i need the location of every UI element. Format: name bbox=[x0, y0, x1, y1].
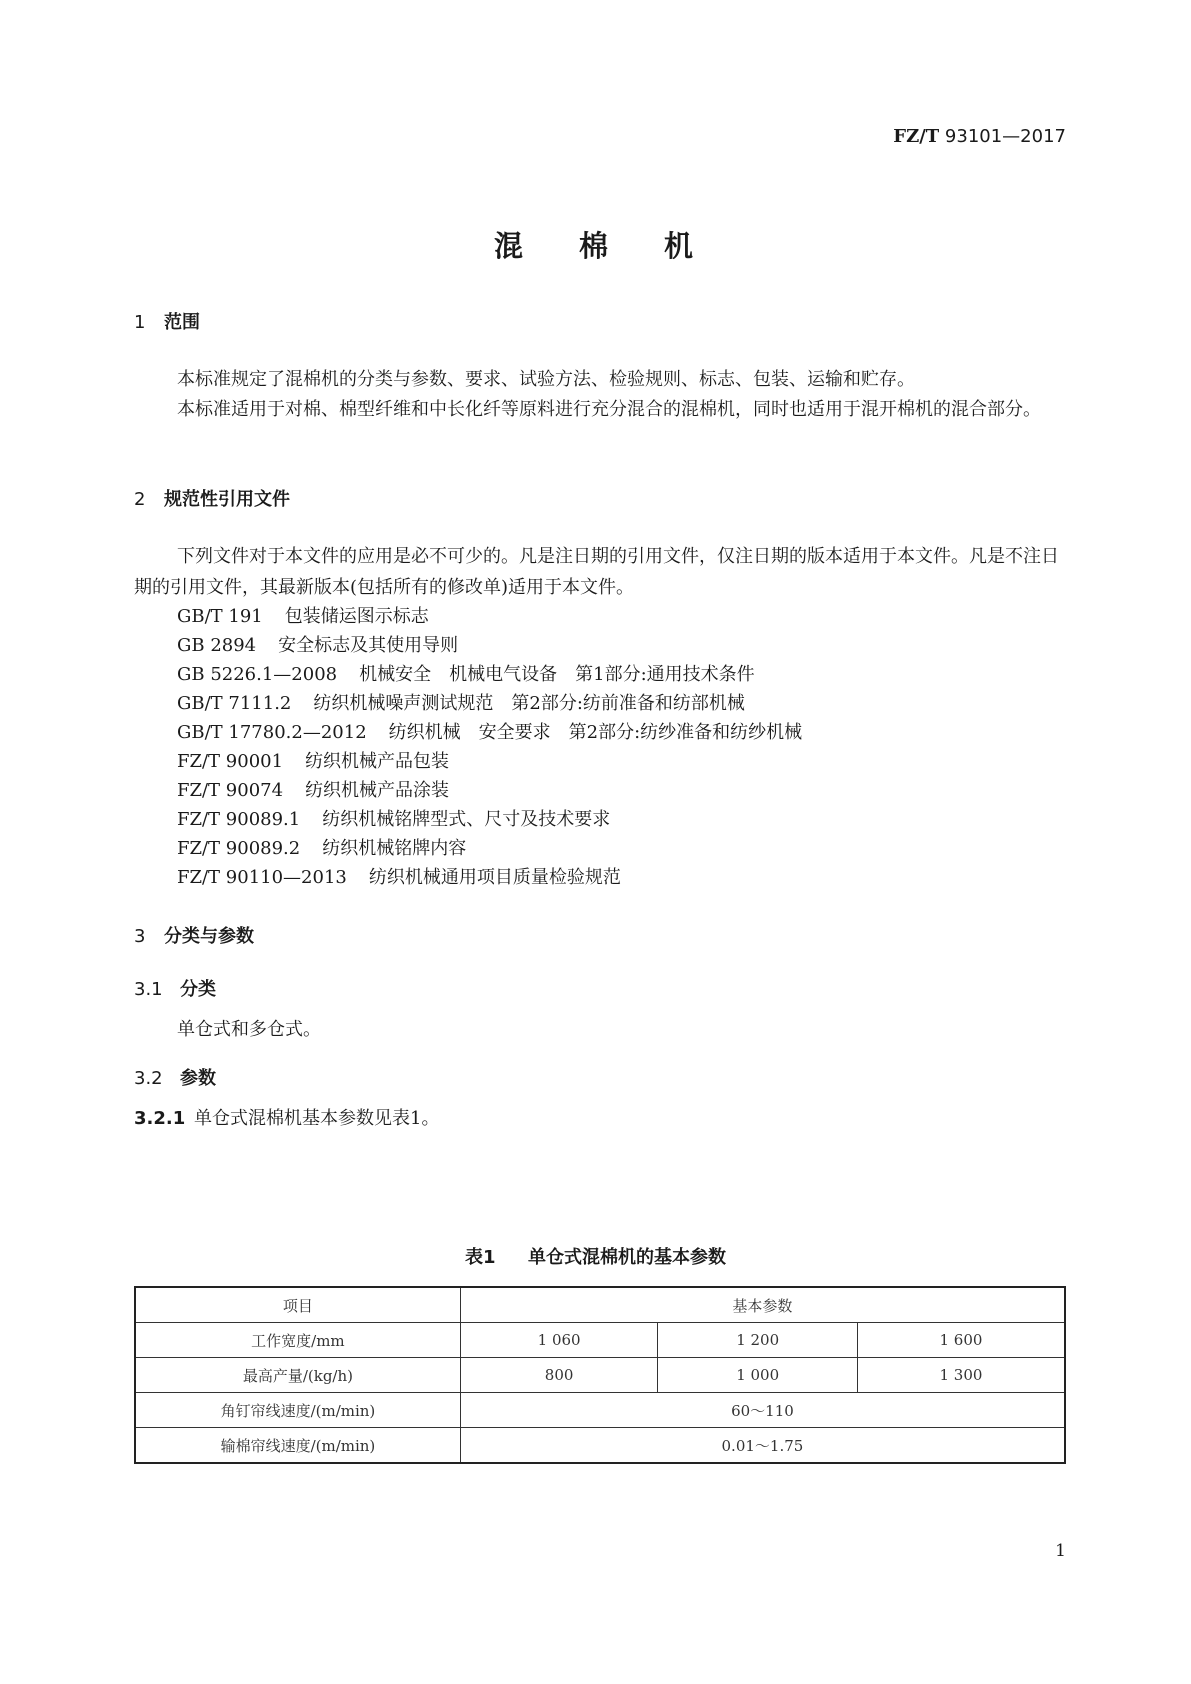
section-title: 参数 bbox=[180, 1068, 216, 1089]
reference-code: FZ/T 90110—2013 bbox=[177, 867, 347, 888]
reference-code: FZ/T 90074 bbox=[177, 780, 284, 801]
reference-item bbox=[177, 776, 449, 802]
reference-title: 纺织机械铭牌内容 bbox=[322, 838, 467, 859]
section-title: 分类 bbox=[180, 979, 216, 1000]
table-caption-text: 单仓式混棉机的基本参数 bbox=[528, 1247, 727, 1268]
row-label: 最高产量/(kg/h) bbox=[135, 1358, 460, 1393]
table-cell: 0.01～1.75 bbox=[460, 1428, 1065, 1464]
table-row bbox=[135, 1428, 1065, 1464]
section-2-heading bbox=[134, 485, 290, 511]
section-1-paragraph-1 bbox=[134, 364, 1066, 395]
reference-item bbox=[177, 834, 466, 860]
table-header-cell: 基本参数 bbox=[460, 1287, 1065, 1323]
section-title: 分类与参数 bbox=[164, 926, 254, 947]
row-label: 输棉帘线速度/(m/min) bbox=[135, 1428, 460, 1464]
section-number: 2 bbox=[134, 489, 146, 510]
reference-code: GB/T 7111.2 bbox=[177, 693, 292, 714]
table-cell: 60～110 bbox=[460, 1393, 1065, 1428]
reference-title: 机械安全 机械电气设备 第1部分:通用技术条件 bbox=[359, 664, 755, 685]
title-char: 棉 bbox=[578, 229, 612, 263]
standard-code-number: 93101—2017 bbox=[944, 126, 1066, 147]
reference-item bbox=[177, 718, 802, 744]
section-3-1-heading bbox=[134, 975, 216, 1001]
title-char: 机 bbox=[664, 229, 698, 263]
reference-title: 安全标志及其使用导则 bbox=[278, 635, 459, 656]
section-1-paragraph-2 bbox=[134, 394, 1066, 425]
table-cell: 1 600 bbox=[857, 1323, 1065, 1358]
standard-code-prefix: FZ/T bbox=[893, 126, 940, 147]
section-2-intro bbox=[134, 541, 1066, 603]
document-title bbox=[0, 224, 1191, 265]
reference-title: 纺织机械噪声测试规范 第2部分:纺前准备和纺部机械 bbox=[313, 693, 745, 714]
reference-title: 纺织机械 安全要求 第2部分:纺纱准备和纺纱机械 bbox=[388, 722, 803, 743]
table-row bbox=[135, 1358, 1065, 1393]
paragraph-text: 单仓式和多仓式。 bbox=[177, 1019, 321, 1040]
standard-code bbox=[700, 126, 1066, 147]
section-3-1-text bbox=[134, 1014, 1066, 1045]
reference-item bbox=[177, 631, 458, 657]
table-header-row bbox=[135, 1287, 1065, 1323]
table-cell: 1 200 bbox=[658, 1323, 858, 1358]
table-cell: 1 000 bbox=[658, 1358, 858, 1393]
reference-item bbox=[177, 805, 610, 831]
table-cell: 1 300 bbox=[857, 1358, 1065, 1393]
reference-code: GB 2894 bbox=[177, 635, 257, 656]
section-number: 3 bbox=[134, 926, 146, 947]
table-1-caption bbox=[0, 1243, 1191, 1269]
reference-code: FZ/T 90089.2 bbox=[177, 838, 301, 859]
title-char: 混 bbox=[493, 229, 527, 263]
reference-code: FZ/T 90001 bbox=[177, 751, 284, 772]
reference-title: 纺织机械产品包装 bbox=[305, 751, 450, 772]
section-1-heading bbox=[134, 308, 200, 334]
reference-item bbox=[177, 747, 449, 773]
paragraph-text: 本标准规定了混棉机的分类与参数、要求、试验方法、检验规则、标志、包装、运输和贮存。 bbox=[177, 369, 915, 390]
reference-item bbox=[177, 863, 621, 889]
section-3-2-1 bbox=[134, 1103, 1066, 1134]
reference-item bbox=[177, 689, 745, 715]
reference-title: 纺织机械铭牌型式、尺寸及技术要求 bbox=[322, 809, 611, 830]
page-number: 1 bbox=[1055, 1541, 1066, 1561]
section-3-2-heading bbox=[134, 1064, 216, 1090]
section-number: 1 bbox=[134, 312, 146, 333]
reference-title: 包装储运图示标志 bbox=[284, 606, 429, 627]
row-label: 角钉帘线速度/(m/min) bbox=[135, 1393, 460, 1428]
reference-code: GB 5226.1—2008 bbox=[177, 664, 338, 685]
table-row bbox=[135, 1323, 1065, 1358]
reference-item bbox=[177, 660, 755, 686]
section-title: 规范性引用文件 bbox=[164, 489, 290, 510]
paragraph-text: 单仓式混棉机基本参数见表1。 bbox=[194, 1108, 440, 1129]
table-caption-number: 表1 bbox=[464, 1247, 496, 1268]
parameters-table bbox=[134, 1286, 1066, 1464]
reference-title: 纺织机械产品涂装 bbox=[305, 780, 450, 801]
reference-code: GB/T 191 bbox=[177, 606, 263, 627]
reference-item bbox=[177, 602, 429, 628]
reference-code: FZ/T 90089.1 bbox=[177, 809, 301, 830]
paragraph-text: 下列文件对于本文件的应用是必不可少的。凡是注日期的引用文件，仅注日期的版本适用于本文件。凡是不注日期的引用文件，其最新版本(包括所有的修改单)适用于本文件。 bbox=[134, 546, 1059, 598]
table-row bbox=[135, 1393, 1065, 1428]
table-cell: 1 060 bbox=[460, 1323, 658, 1358]
table-cell: 800 bbox=[460, 1358, 658, 1393]
section-number: 3.2.1 bbox=[134, 1108, 186, 1129]
section-number: 3.1 bbox=[134, 979, 163, 1000]
section-3-heading bbox=[134, 922, 254, 948]
table-header-cell: 项目 bbox=[135, 1287, 460, 1323]
section-number: 3.2 bbox=[134, 1068, 163, 1089]
reference-title: 纺织机械通用项目质量检验规范 bbox=[368, 867, 621, 888]
paragraph-text: 本标准适用于对棉、棉型纤维和中长化纤等原料进行充分混合的混棉机，同时也适用于混开棉机的混合部分。 bbox=[177, 399, 1041, 420]
reference-code: GB/T 17780.2—2012 bbox=[177, 722, 367, 743]
section-title: 范围 bbox=[164, 312, 200, 333]
row-label: 工作宽度/mm bbox=[135, 1323, 460, 1358]
